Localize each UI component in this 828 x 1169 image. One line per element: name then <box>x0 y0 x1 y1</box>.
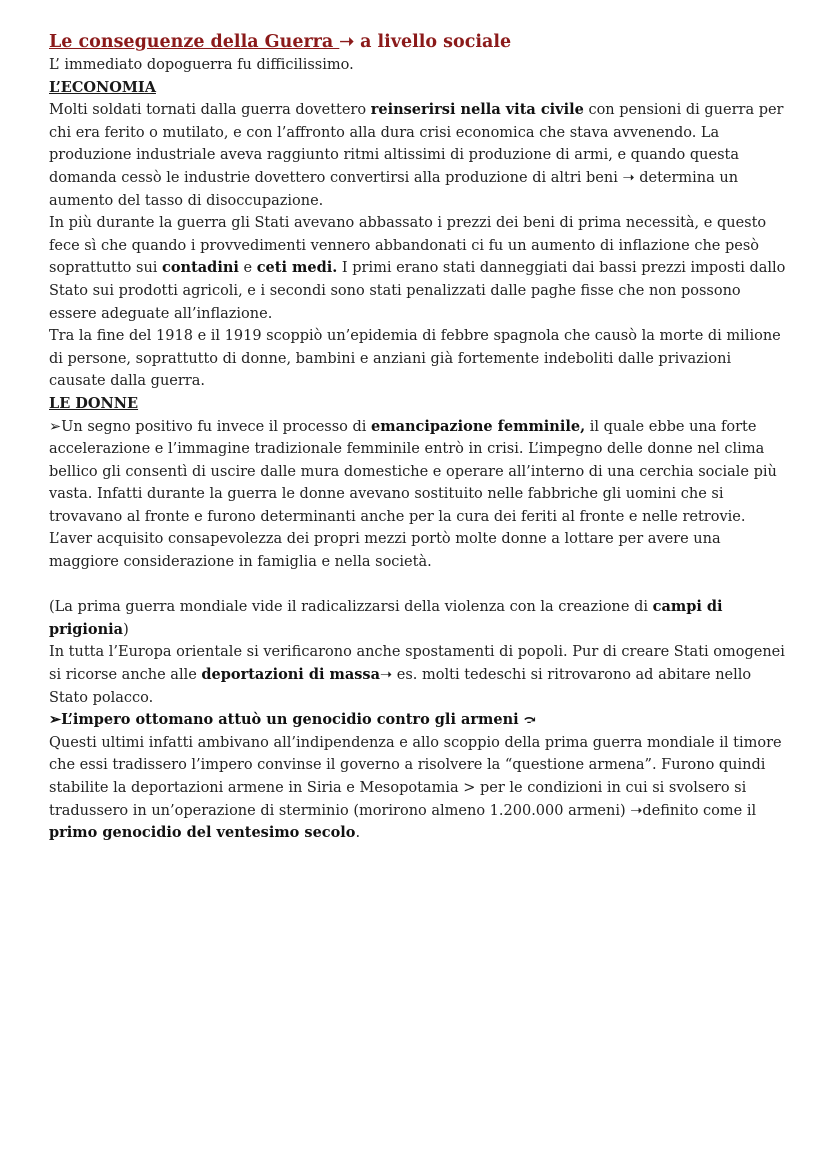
paragraph-spacer <box>49 574 788 597</box>
bold-text: ceti medi. <box>256 259 338 277</box>
economia-paragraph-2 <box>49 212 788 325</box>
armeni-subheading <box>49 709 788 732</box>
text-run: il quale ebbe una forte accelerazione e l’immagine tradizionale femminile entrò in crisi. L’impegno delle donne nel clima bellico gli consentì di uscire dalle mura domestiche e operare all’interno di una cerchia sociale più vasta. Infatti durante la guerra le donne avevano sostituito nelle fabbriche gli uomini che si trovavano al fronte e furono determinanti anche per la cura dei feriti al fronte e nelle retrovie. L’aver acquisito consapevolezza dei propri mezzi portò molte donne a lottare per avere una maggiore considerazione in famiglia e nella società. <box>49 418 777 571</box>
text-run: Questi ultimi infatti ambivano all’indipendenza e allo scoppio della prima guerra mondiale il timore che essi tradissero l’impero convinse il governo a risolvere la “questione armena”. Furono quindi stabilite la deportazioni armene in Siria e Mesopotamia > per le condizioni in cui si svolsero si tradussero in un’operazione di sterminio (morirono almeno 1.200.000 armeni) ➝definito come il <box>49 734 782 819</box>
bold-text: contadini <box>162 259 239 277</box>
bold-text: primo genocidio del ventesimo secolo <box>49 824 356 842</box>
text-run: . <box>355 825 361 842</box>
donne-paragraph-1 <box>49 416 788 574</box>
bold-text: campi di prigionia <box>49 598 723 638</box>
text-run: con pensioni di guerra per chi era ferito o mutilato, e con l’affronto alla dura crisi economica che stava avvenendo. La produzione industriale aveva raggiunto ritmi altissimi di produzione di armi, e quando questa domanda cessò le industrie dovettero convertirsi alla produzione di altri beni ➝ determina un aumento del tasso di disoccupazione. <box>49 102 784 209</box>
bold-text: ➢L’impero ottomano attuò un genocidio contro gli armeni ⤼ <box>49 711 536 729</box>
intro-line: L’ immediato dopoguerra fu difficilissimo. <box>49 57 354 73</box>
page-title <box>49 30 788 54</box>
armeni-paragraph <box>49 732 788 845</box>
title-arrow: ➝ <box>339 32 354 52</box>
text-run: (La prima guerra mondiale vide il radicalizzarsi della violenza con la creazione di <box>49 599 653 616</box>
economia-paragraph-3: Tra la fine del 1918 e il 1919 scoppiò un’epidemia di febbre spagnola che causò la morte di milione di persone, soprattutto di donne, bambini e anziani già fortemente indeboliti dalle privazioni causate dalla guerra. <box>49 328 781 390</box>
bold-text: deportazioni di massa <box>201 666 380 684</box>
violenza-paragraph-2 <box>49 641 788 709</box>
text-run: ) <box>123 621 129 638</box>
text-run: ➢Un segno positivo fu invece il processo di <box>49 418 372 435</box>
text-run: e <box>238 260 257 277</box>
bold-text: emancipazione femminile, <box>371 417 586 435</box>
text-run: I primi erano stati danneggiati dai bassi prezzi imposti dallo Stato sui prodotti agricoli, e i secondi sono stati penalizzati dalle paghe fisse che non possono essere adeguate all’inflazione. <box>49 260 786 322</box>
text-run: In tutta l’Europa orientale si verificarono anche spostamenti di popoli. Pur di creare Stati omogenei si ricorse anche alle <box>49 644 785 684</box>
text-run: Molti soldati tornati dalla guerra dovettero <box>49 102 371 119</box>
title-main: Le conseguenze della Guerra <box>49 32 340 52</box>
section-heading-donne: LE DONNE <box>49 394 139 412</box>
text-run: In più durante la guerra gli Stati avevano abbassato i prezzi dei beni di prima necessità, e questo fece sì che quando i provvedimenti vennero abbandonati ci fu un aumento di inflazione che pesò soprattutto sui <box>49 215 767 277</box>
text-run: ➝ es. molti tedeschi si ritrovarono ad abitare nello Stato polacco. <box>49 667 752 706</box>
title-rest: a livello sociale <box>354 32 512 52</box>
violenza-paragraph-1 <box>49 596 788 641</box>
economia-paragraph-1 <box>49 99 788 212</box>
section-heading-economia: L’ECONOMIA <box>49 78 156 96</box>
bold-text: reinserirsi nella vita civile <box>370 101 584 119</box>
